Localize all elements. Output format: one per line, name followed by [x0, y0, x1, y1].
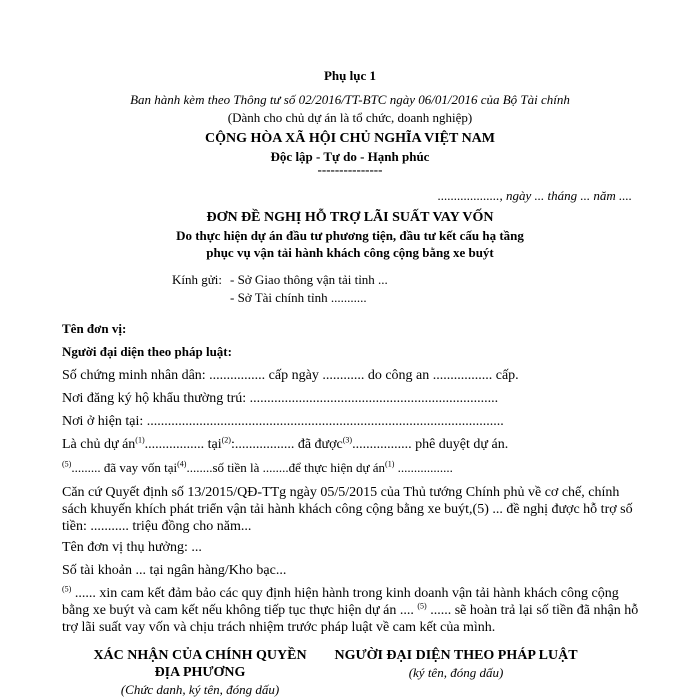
- legal-rep-signature-note: (ký tên, đóng dấu): [408, 665, 504, 680]
- footnote-ref-5: (5): [62, 459, 72, 469]
- household-line: Nơi đăng ký hộ khẩu thường trú: .......................................................................: [62, 391, 499, 406]
- owner-text-d: ................. phê duyệt dự án.: [352, 437, 509, 452]
- recipient-2: - Sở Tài chính tỉnh ...........: [230, 290, 367, 305]
- footnote-ref-2: (2): [221, 435, 231, 445]
- loan-line: [62, 460, 453, 476]
- local-authority-note: (Chức danh, ký tên, đóng dấu): [120, 682, 280, 697]
- loan-text-b: ........số tiền là ........để thực hiện dự án: [186, 460, 386, 475]
- footnote-ref-3: (3): [342, 435, 353, 445]
- commitment-paragraph: [62, 585, 647, 636]
- local-authority-title-2: ĐỊA PHƯƠNG: [154, 665, 246, 680]
- legal-rep-signature-title: NGƯỜI ĐẠI DIỆN THEO PHÁP LUẬT: [334, 648, 578, 663]
- recipients-label: Kính gửi:: [172, 272, 223, 287]
- loan-text-a: ......... đã vay vốn tại: [71, 460, 178, 475]
- commit-text-b: ...... sẽ hoàn trả lại số tiền đã nhận hỗ trợ lãi suất vay vốn và chịu trách nhiệm trước pháp luật về cam kết của mình.: [62, 603, 639, 635]
- local-authority-title-1: XÁC NHẬN CỦA CHÍNH QUYỀN: [93, 648, 307, 663]
- form-subtitle-1: Do thực hiện dự án đầu tư phương tiện, đầu tư kết cấu hạ tầng: [176, 228, 524, 243]
- issued-with-line: Ban hành kèm theo Thông tư số 02/2016/TT-BTC ngày 06/01/2016 của Bộ Tài chính: [130, 92, 570, 107]
- for-whom-line: (Dành cho chủ dự án là tổ chức, doanh nghiệp): [227, 110, 473, 125]
- footnote-ref-4: (4): [177, 459, 187, 469]
- account-line: Số tài khoản ... tại ngân hàng/Kho bạc...: [62, 563, 287, 578]
- date-line: ..................., ngày ... tháng ... năm ....: [437, 188, 632, 203]
- footnote-ref-1b: (1): [385, 459, 395, 469]
- form-subtitle-2: phục vụ vận tải hành khách công cộng bằng xe buýt: [206, 245, 494, 260]
- form-title: ĐƠN ĐỀ NGHỊ HỖ TRỢ LÃI SUẤT VAY VỐN: [206, 210, 494, 225]
- owner-text-c: :................. đã được: [230, 437, 343, 452]
- footnote-ref-1: (1): [135, 435, 145, 445]
- unit-name-label: Tên đơn vị:: [62, 321, 127, 336]
- beneficiary-line: Tên đơn vị thụ hưởng: ...: [62, 540, 202, 555]
- residence-line: Nơi ở hiện tại: ......................................................................................................: [62, 414, 504, 429]
- owner-text-b: ................. tại: [144, 437, 222, 452]
- footnote-ref-5c: (5): [62, 584, 72, 594]
- owner-text-a: Là chủ dự án: [62, 437, 136, 452]
- recipient-1: - Sở Giao thông vận tải tỉnh ...: [230, 272, 388, 287]
- commit-text-a: ...... xin cam kết đảm bảo các quy định hiện hành trong kinh doanh vận tải hành khách công cộng bằng xe buýt và cam kết nếu không tiếp tục thực hiện dự án ....: [62, 586, 619, 618]
- appendix-title: Phụ lục 1: [323, 68, 376, 83]
- loan-text-c: .................: [394, 460, 453, 475]
- footnote-ref-5d: (5): [417, 601, 427, 611]
- national-motto: Độc lập - Tự do - Hạnh phúc: [270, 149, 430, 164]
- motto-divider: ---------------: [317, 162, 383, 177]
- legal-rep-label: Người đại diện theo pháp luật:: [62, 344, 232, 359]
- country-name: CỘNG HÒA XÃ HỘI CHỦ NGHĨA VIỆT NAM: [204, 131, 495, 146]
- project-owner-line: [62, 437, 508, 453]
- legal-basis-paragraph: Căn cứ Quyết định số 13/2015/QĐ-TTg ngày 05/5/2015 của Thủ tướng Chính phủ về cơ chế, chính sách khuyến khích phát triển vận tải hành khách công cộng bằng xe buýt,(5) ... đề nghị được hỗ trợ số tiền: ........... triệu đồng cho năm...: [62, 485, 633, 534]
- id-card-line: Số chứng minh nhân dân: ................ cấp ngày ............ do công an ................. cấp.: [62, 368, 519, 383]
